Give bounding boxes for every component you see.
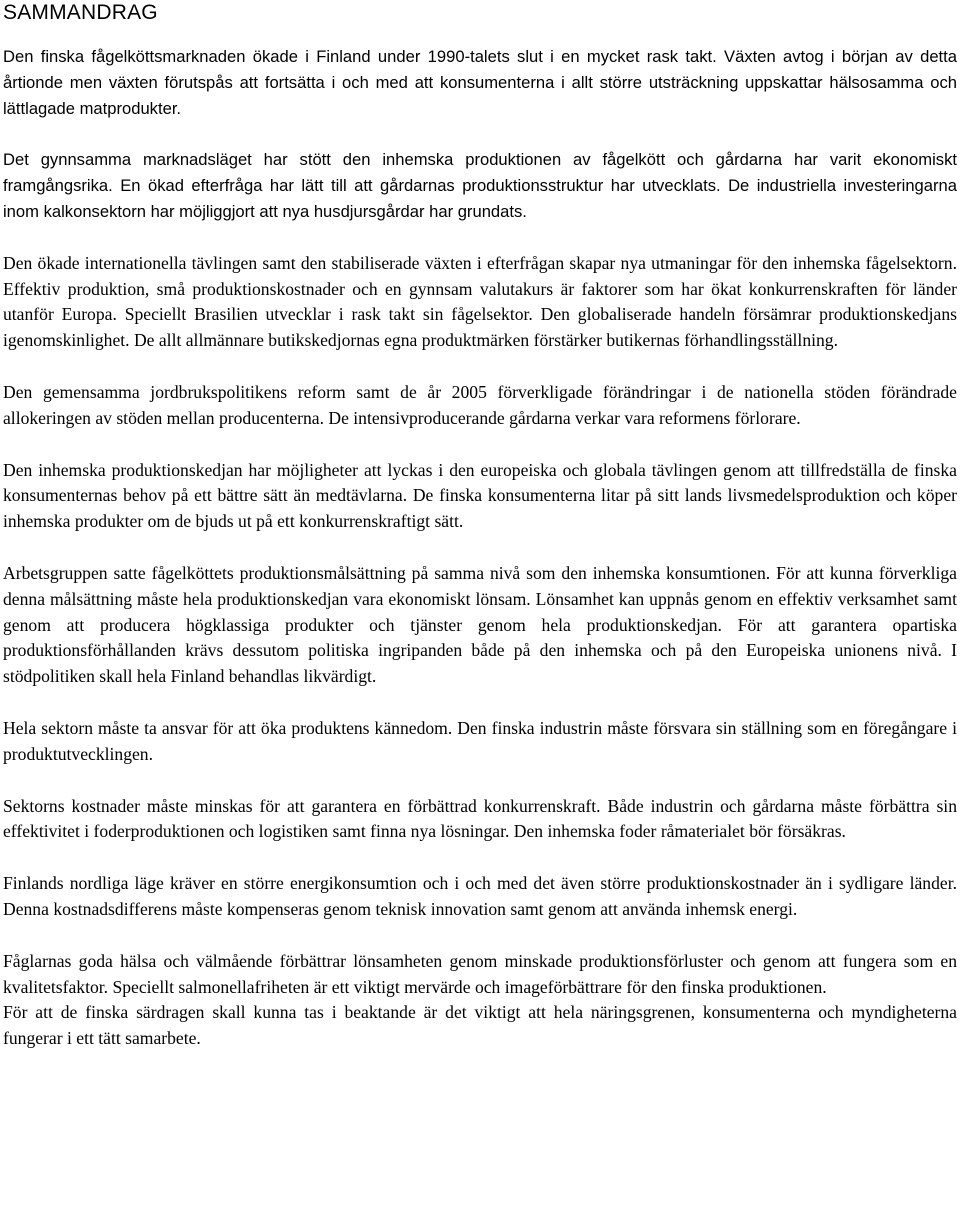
paragraph-1: Den finska fågelköttsmarknaden ökade i Finland under 1990-talets slut i en mycket rask takt. Växten avtog i början av detta årtionde men växten förutspås att fortsätta i och med att konsumenterna i allt större utsträckning uppskattar hälsosamma och lättlagade matprodukter. xyxy=(3,47,957,118)
paragraph-3: Den ökade internationella tävlingen samt den stabiliserade växten i efterfrågan skapar nya utmaningar för den inhemska fågelsektorn. Effektiv produktion, små produktionskostnader och en gynnsam valutakurs är faktorer som har ökat konkurrenskraften för länder utanför Europa. Speciellt Brasilien utvecklar i rask takt sin fågelsektor. Den globaliserade handeln försämrar produktionskedjans igenomskinlighet. De allt allmännare butikskedjornas egna produktmärken förstärker butikernas förhandlingsställning. xyxy=(3,252,957,351)
paragraph-5: Den inhemska produktionskedjan har möjligheter att lyckas i den europeiska och globala tävlingen genom att tillfredställa de finska konsumenternas behov på ett bättre sätt än medtävlarna. De finska konsumenterna litar på sitt lands livsmedelsproduktion och köper inhemska produkter om de bjuds ut på ett konkurrenskraftigt sätt. xyxy=(3,459,957,532)
paragraph-10: Fåglarnas goda hälsa och välmående förbättrar lönsamheten genom minskade produktionsförluster och genom att fungera som en kvalitetsfaktor. Speciellt salmonellafriheten är ett viktigt mervärde och imageförbättrare för den finska produktionen. xyxy=(3,950,957,997)
paragraph-8: Sektorns kostnader måste minskas för att garantera en förbättrad konkurrenskraft. Både industrin och gårdarna måste förbättra sin effektivitet i foderproduktionen och logistiken samt finna nya lösningar. Den inhemska foder råmaterialet bör försäkras. xyxy=(3,795,957,842)
page-title: SAMMANDRAG xyxy=(3,1,158,24)
paragraph-2: Det gynnsamma marknadsläget har stött den inhemska produktionen av fågelkött och gårdarna har varit ekonomiskt framgångsrika. En ökad efterfråga har lätt till att gårdarnas produktionsstruktur har utvecklats. De industriella investeringarna inom kalkonsektorn har möjliggjort att nya husdjursgårdar har grundats. xyxy=(3,150,957,221)
paragraph-7: Hela sektorn måste ta ansvar för att öka produktens kännedom. Den finska industrin måste försvara sin ställning som en föregångare i produktutvecklingen. xyxy=(3,717,957,764)
document-page xyxy=(3,0,957,1052)
paragraph-4: Den gemensamma jordbrukspolitikens reform samt de år 2005 förverkligade förändringar i de nationella stöden förändrade allokeringen av stöden mellan producenterna. De intensivproducerande gårdarna verkar vara reformens förlorare. xyxy=(3,381,957,428)
paragraph-6: Arbetsgruppen satte fågelköttets produktionsmålsättning på samma nivå som den inhemska konsumtionen. För att kunna förverkliga denna målsättning måste hela produktionskedjan vara ekonomiskt lönsam. Lönsamhet kan uppnås genom en effektiv verksamhet samt genom att producera högklassiga produkter och tjänster genom hela produktionskedjan. För att garantera opartiska produktionsförhållanden krävs dessutom politiska ingripanden både på den inhemska och på den Europeiska unionens nivå. I stödpolitiken skall hela Finland behandlas likvärdigt. xyxy=(3,562,957,687)
paragraph-11: För att de finska särdragen skall kunna tas i beaktande är det viktigt att hela näringsgrenen, konsumenterna och myndigheterna fungerar i ett tätt samarbete. xyxy=(3,1002,957,1049)
paragraph-9: Finlands nordliga läge kräver en större energikonsumtion och i och med det även större produktionskostnader än i sydligare länder. Denna kostnadsdifferens måste kompenseras genom teknisk innovation samt genom att använda inhemsk energi. xyxy=(3,873,957,919)
